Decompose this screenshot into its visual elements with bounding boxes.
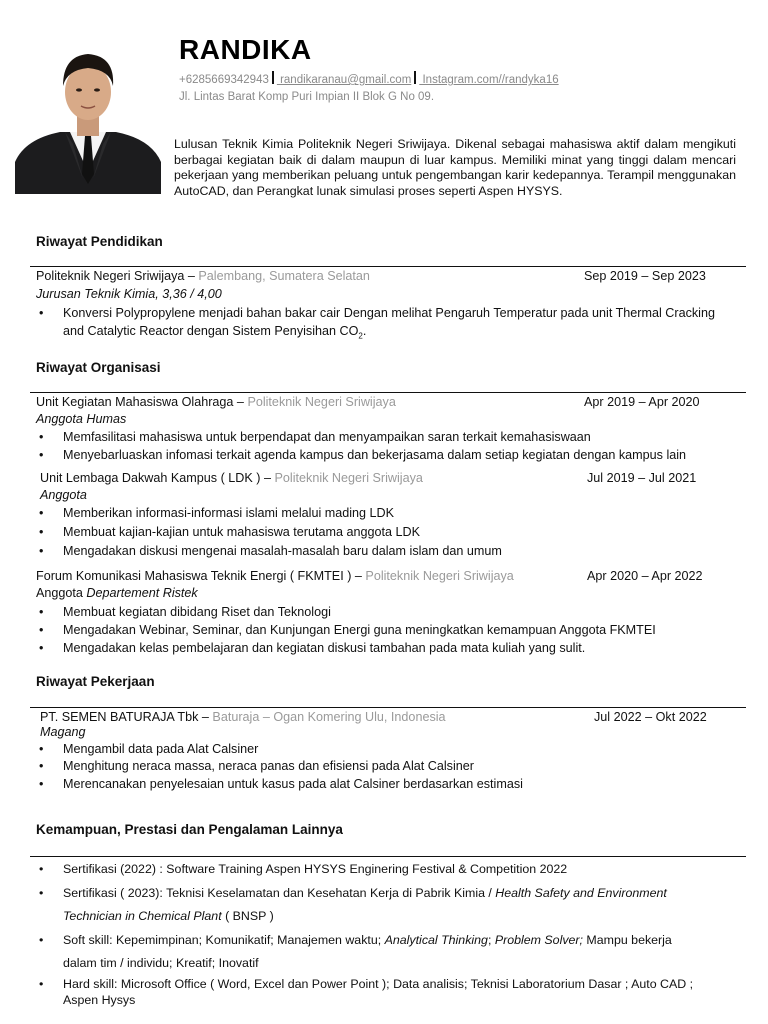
- list-item: • Sertifikasi (2022) : Software Training Aspen HYSYS Enginering Festival & Competition 2022: [39, 862, 568, 876]
- list-item: • Mengadakan Webinar, Seminar, dan Kunjungan Energi guna meningkatkan kemampuan Anggota FKMTEI: [39, 623, 656, 637]
- address: Jl. Lintas Barat Komp Puri Impian II Blok G No 09.: [179, 91, 435, 103]
- company-location: Baturaja – Ogan Komering Ulu, Indonesia: [212, 710, 446, 724]
- organization-role: Anggota Humas: [36, 412, 127, 426]
- work-role: Magang: [40, 725, 86, 739]
- list-item: • Soft skill: Kepemimpinan; Komunikatif; Manajemen waktu; Analytical Thinking; Problem Solver; Mampu bekerja dalam tim / individu; Kreatif; Inovatif: [39, 933, 672, 970]
- education-major: Jurusan Teknik Kimia, 3,36 / 4,00: [36, 287, 222, 301]
- contact-line: [179, 71, 559, 86]
- list-item: • Sertifikasi ( 2023): Teknisi Keselamatan dan Kesehatan Kerja di Pabrik Kimia / Health Safety and Environment Technician in Chemical Plant ( BNSP ): [39, 886, 667, 923]
- list-item: • Memfasilitasi mahasiswa untuk berpendapat dan menyampaikan saran terkait kemahasiswaan: [39, 430, 591, 444]
- work-date: Jul 2022 – Okt 2022: [594, 710, 707, 724]
- list-item: • Memberikan informasi-informasi islami melalui mading LDK: [39, 506, 395, 520]
- section-title-skills: Kemampuan, Prestasi dan Pengalaman Lainnya: [36, 822, 343, 837]
- section-divider: [30, 707, 746, 708]
- company-name: PT. SEMEN BATURAJA Tbk: [40, 710, 199, 724]
- education-bullet: • Konversi Polypropylene menjadi bahan bakar cair Dengan melihat Pengaruh Temperatur pada unit Thermal Cracking and Catalytic Reactor dengan Sistem Penyisihan $CO_2$.: [39, 306, 715, 341]
- list-item: • Merencanakan penyelesaian untuk kasus pada alat Calsiner berdasarkan estimasi: [39, 777, 523, 791]
- separator-bar: [272, 71, 274, 84]
- list-item: • Mengadakan diskusi mengenai masalah-masalah baru dalam islam dan umum: [39, 544, 502, 558]
- organization-role: Anggota Departement Ristek: [36, 586, 198, 600]
- instagram-link[interactable]: Instagram.com//randyka16: [419, 74, 559, 86]
- list-item: • Mengambil data pada Alat Calsiner: [39, 742, 259, 756]
- separator-bar: [414, 71, 416, 84]
- list-item: • Membuat kajian-kajian untuk mahasiswa terutama anggota LDK: [39, 525, 421, 539]
- section-title-education: Riwayat Pendidikan: [36, 234, 163, 249]
- organization-entry: Unit Lembaga Dakwah Kampus ( LDK ) – Politeknik Negeri Sriwijaya: [40, 471, 423, 485]
- organization-date: Apr 2020 – Apr 2022: [587, 569, 703, 583]
- organization-date: Jul 2019 – Jul 2021: [587, 471, 697, 485]
- portrait-image: [15, 44, 161, 194]
- institution-location: Palembang, Sumatera Selatan: [198, 269, 370, 283]
- section-divider: [30, 392, 746, 393]
- work-entry: PT. SEMEN BATURAJA Tbk – Baturaja – Ogan Komering Ulu, Indonesia: [40, 710, 446, 724]
- email-link[interactable]: randikaranau@gmail.com: [276, 74, 412, 86]
- profile-summary: Lulusan Teknik Kimia Politeknik Negeri Sriwijaya. Dikenal sebagai mahasiswa aktif dalam mengikuti berbagai kegiatan baik di dalam maupun di luar kampus. Memiliki minat yang tinggi dalam mencari pekerjaan yang memberikan peluang untuk pengembangan karir kedepannya. Terampil menggunakan AutoCAD, dan Perangkat lunak simulasi proses seperti Aspen HYSYS.: [174, 137, 736, 198]
- section-divider: [30, 856, 746, 857]
- list-item: • Hard skill: Microsoft Office ( Word, Excel dan Power Point ); Data analisis; Teknisi Laboratorium Dasar ; Auto CAD ; Aspen Hysys: [39, 977, 694, 1007]
- institution-name: Politeknik Negeri Sriwijaya: [36, 269, 185, 283]
- organization-entry: Forum Komunikasi Mahasiswa Teknik Energi ( FKMTEI ) – Politeknik Negeri Sriwijaya: [36, 569, 514, 583]
- education-entry: Politeknik Negeri Sriwijaya – Palembang, Sumatera Selatan: [36, 269, 370, 283]
- profile-photo: [15, 44, 161, 194]
- section-title-organization: Riwayat Organisasi: [36, 360, 161, 375]
- list-item: • Menghitung neraca massa, neraca panas dan efisiensi pada Alat Calsiner: [39, 759, 474, 773]
- organization-date: Apr 2019 – Apr 2020: [584, 395, 700, 409]
- list-item: • Membuat kegiatan dibidang Riset dan Teknologi: [39, 605, 331, 619]
- section-title-work: Riwayat Pekerjaan: [36, 674, 155, 689]
- list-item: • Menyebarluaskan infomasi terkait agenda kampus dan bekerjasama dalam setiap kegiatan dengan kampus lain: [39, 448, 687, 462]
- section-divider: [30, 266, 746, 267]
- organization-entry: Unit Kegiatan Mahasiswa Olahraga – Politeknik Negeri Sriwijaya: [36, 395, 396, 409]
- organization-role: Anggota: [40, 488, 87, 502]
- education-date: Sep 2019 – Sep 2023: [584, 269, 706, 283]
- phone-number[interactable]: +6285669342943: [179, 74, 269, 86]
- list-item: • Mengadakan kelas pembelajaran dan kegiatan diskusi tambahan pada mata kuliah yang sulit.: [39, 641, 586, 655]
- person-name: RANDIKA: [179, 34, 312, 65]
- bullet-icon: •: [39, 306, 44, 320]
